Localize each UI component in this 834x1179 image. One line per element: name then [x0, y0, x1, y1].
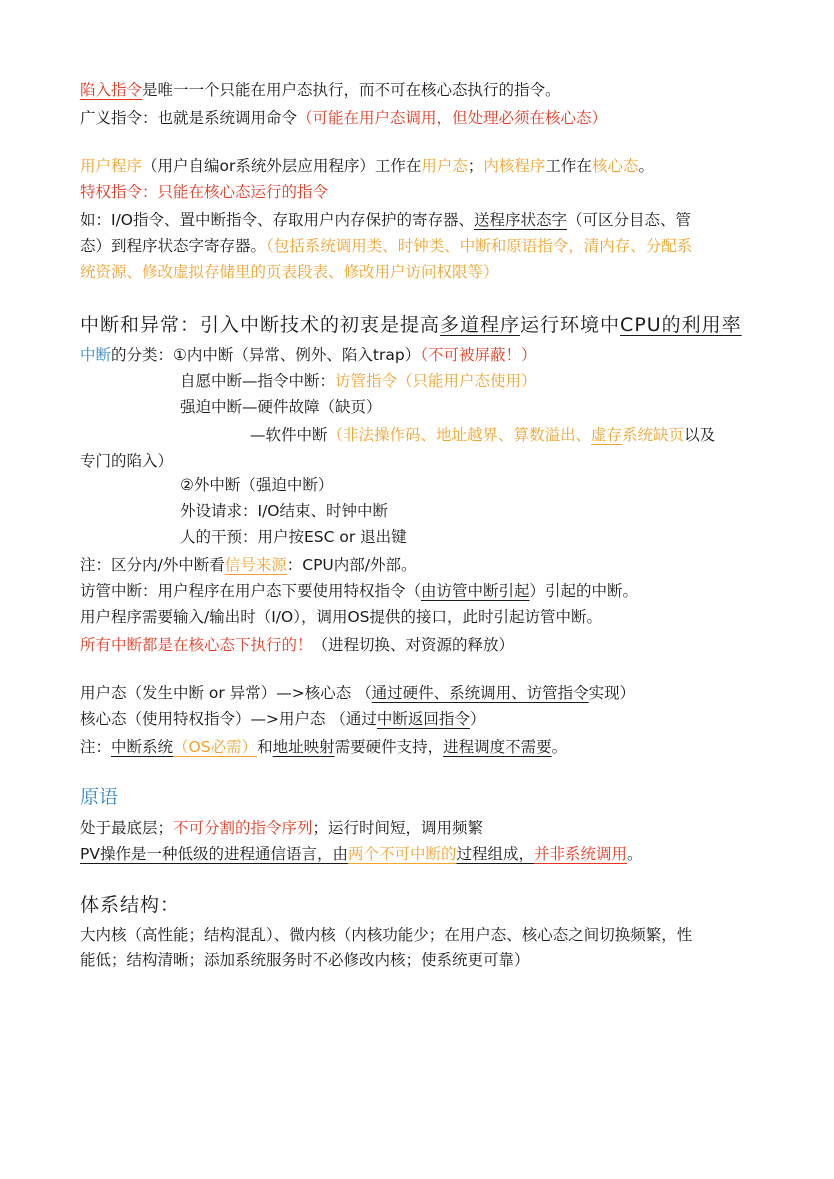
user-program: 用户程序: [80, 157, 143, 175]
separator: ；: [467, 157, 484, 175]
user-mode: 用户态: [421, 157, 468, 175]
generalized-instruction: 广义指令：也就是系统调用命令: [80, 109, 298, 127]
and-word: 以及: [684, 426, 716, 444]
hardware-support-line: [80, 736, 567, 758]
caused-by-svc: 由访管中断引起: [421, 582, 530, 600]
pv-operation: PV操作是一种低级的进程通信语言，由: [80, 845, 348, 863]
device-request-line: 外设请求：I/O结束、时钟中断: [180, 502, 388, 520]
supervisor-interrupt: 访管中断：用户程序在用户态下要使用特权指令（: [80, 582, 422, 600]
human-intervention-line: 人的干预：用户按ESC or 退出键: [180, 528, 407, 546]
priv-line-3: [80, 209, 691, 231]
interrupt-return: 中断返回指令: [376, 710, 470, 728]
user-program-desc: （用户自编or系统外层应用程序）工作在: [142, 157, 422, 175]
software-interrupt: —软件中断: [250, 426, 328, 444]
trap-special-line: 专门的陷入）: [80, 452, 174, 470]
virtual-memory: 虚存: [591, 426, 623, 444]
priv-examples-cont: （可区分目态、管: [567, 211, 692, 229]
priv-line-4: [80, 235, 692, 257]
forced-hardware-line: 强迫中断—硬件故障（缺页）: [180, 398, 382, 416]
trap-line-1: [80, 79, 561, 101]
trap-term: 陷入指令: [80, 81, 143, 99]
software-interrupt-line: [250, 424, 715, 446]
interrupt-heading-text: 中断和异常：引入中断技术的初衷是提高: [80, 314, 441, 336]
cpu-utilization: CPU的利用率: [620, 314, 742, 336]
non-maskable-note: （不可被屏蔽！）: [420, 346, 537, 364]
caused-interrupt: ）引起的中断。: [529, 582, 639, 600]
priv-line-5: 统资源、修改虚拟存储里的页表段表、修改用户访问权限等）: [80, 263, 499, 281]
switch-methods: 通过硬件、系统调用、访管指令: [371, 684, 589, 702]
note-prefix-2: 注：: [80, 738, 112, 756]
works-in: 工作在: [545, 157, 592, 175]
software-examples: （非法操作码、地址越界、算数溢出、: [327, 426, 592, 444]
priv-examples-end: 态）到程序状态字寄存器。: [80, 237, 267, 255]
trap-line-2: [80, 107, 607, 129]
multiprogramming: 多道程序: [440, 314, 521, 336]
interrupt-word: 中断: [80, 346, 112, 364]
scheduling-no-need: 进程调度不需要: [443, 738, 552, 756]
close-paren: ）: [469, 710, 486, 728]
period-3: 。: [627, 845, 643, 863]
priv-includes: （包括系统调用类、时钟类、中断和原语指令，清内存、分配系: [266, 237, 693, 255]
priv-line-1: [80, 155, 654, 177]
interrupt-heading: [80, 314, 742, 336]
priv-definition: 特权指令：只能在核心态运行的指令: [80, 183, 329, 201]
trap-definition: 是唯一一个只能在用户态执行，而不可在核心态执行的指令。: [142, 81, 561, 99]
note-signal-line: [80, 554, 417, 576]
architecture-heading: 体系结构：: [80, 894, 181, 916]
voluntary-interrupt: 自愿中断—指令中断：: [180, 372, 336, 390]
implement: 实现）: [588, 684, 636, 702]
kernel-mode: 核心态: [591, 157, 639, 175]
period-2: 。: [551, 738, 568, 756]
process-composed: 过程组成，: [456, 845, 534, 863]
os-required: （OS必需）: [173, 738, 258, 756]
all-kernel-line: [80, 634, 514, 656]
kernel-to-user: 核心态（使用特权指令）—>用户态 （通过: [80, 710, 377, 728]
internal-interrupt: 的分类：①内中断（异常、例外、陷入trap）: [111, 346, 421, 364]
address-mapping: 地址映射: [272, 738, 335, 756]
page-fault: 系统缺页: [622, 426, 685, 444]
not-syscall: 并非系统调用: [533, 845, 627, 863]
two-uninterruptible: 两个不可中断的: [347, 845, 457, 863]
and-char: 和: [257, 738, 273, 756]
architecture-line-1: 大内核（高性能；结构混乱）、微内核（内核功能少；在用户态、核心态之间切换频繁，性: [80, 926, 693, 944]
primitive-line-1: [80, 817, 483, 839]
cpu-inside-outside: ：CPU内部/外部。: [286, 556, 417, 574]
external-interrupt-line: ②外中断（强迫中断）: [180, 476, 334, 494]
architecture-line-2: 能低；结构清晰；添加系统服务时不必修改内核；使系统更可靠）: [80, 951, 530, 969]
kernel-program: 内核程序: [483, 157, 546, 175]
process-switch-note: （进程切换、对资源的释放）: [312, 636, 515, 654]
lowest-layer: 处于最底层；: [80, 819, 174, 837]
io-line: 用户程序需要输入/输出时（I/O），调用OS提供的接口，此时引起访管中断。: [80, 608, 603, 626]
kernel-to-user-line: [80, 708, 485, 730]
primitive-heading: 原语: [80, 786, 119, 808]
env-in: 运行环境中: [520, 314, 621, 336]
supervisor-call: 访管指令（只能用户态使用）: [335, 372, 537, 390]
primitive-line-2: [80, 843, 643, 865]
user-to-kernel-line: [80, 682, 635, 704]
signal-source: 信号来源: [224, 556, 287, 574]
send-psw: 送程序状态字: [474, 211, 568, 229]
generalized-instruction-note: （可能在用户态调用，但处理必须在核心态）: [297, 109, 608, 127]
supervisor-line: [80, 580, 638, 602]
indivisible-sequence: 不可分割的指令序列: [173, 819, 313, 837]
all-interrupts-kernel: 所有中断都是在核心态下执行的！: [80, 636, 313, 654]
short-runtime: ；运行时间短，调用频繁: [312, 819, 484, 837]
interrupt-system: 中断系统: [111, 738, 174, 756]
classify-line: [80, 344, 536, 366]
period: 。: [638, 157, 654, 175]
user-to-kernel: 用户态（发生中断 or 异常）—>核心态 （: [80, 684, 372, 702]
priv-examples: 如：I/O指令、置中断指令、存取用户内存保护的寄存器、: [80, 211, 474, 229]
note-prefix: 注：区分内/外中断看: [80, 556, 225, 574]
voluntary-line: [180, 370, 537, 392]
need-hardware: 需要硬件支持，: [334, 738, 444, 756]
